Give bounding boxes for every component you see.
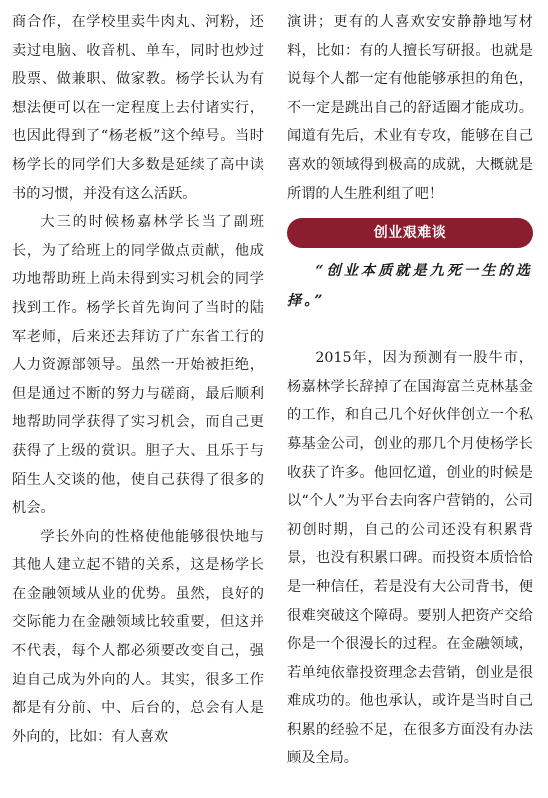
left-paragraph-2: 大三的时候杨嘉林学长当了副班长，为了给班上的同学做点贡献，他成功地帮助班上尚未得到实习机会的同学找到工作。杨学长首先询问了当时的陆军老师，后来还去拜访了广东省工行的人力资源部领导。虽然一开始被拒绝，但是通过不断的努力与磋商，最后顺利地帮助同学获得了实习机会，而自己更获得了上级的赏识。胆子大、且乐于与陌生人交谈的他，使自己获得了很多的机会。 (12, 214, 264, 517)
left-paragraph-3: 学长外向的性格使他能够很快地与其他人建立起不错的关系，这是杨学长在金融领域从业的优势。虽然，良好的交际能力在金融领域比较重要，但这并不代表，每个人都必须要改变自己，强迫自己成为外向的人。其实，很多工作都是有分前、中、后台的，总会有人是外向的，比如：有人喜欢 (12, 528, 264, 745)
right-column (287, 8, 533, 773)
spacer (287, 316, 533, 344)
right-paragraph-1: 演讲；更有的人喜欢安安静静地写材料，比如：有的人擅长写研报。也就是说每个人都一定有他能够承担的角色，不一定是跳出自己的舒适圈才能成功。闻道有先后，术业有专攻，能够在自己喜欢的领域得到极高的成就，大概就是所谓的人生胜利组了吧！ (287, 14, 533, 202)
section-title: 创业艰难谈 (373, 224, 447, 241)
pull-quote: “创业本质就是九死一生的选择。” (287, 263, 533, 310)
left-column (12, 8, 264, 751)
left-paragraph-1: 商合作，在学校里卖牛肉丸、河粉，还卖过电脑、收音机、单车，同时也炒过股票、做兼职、做家教。杨学长认为有想法便可以在一定程度上去付诸实行，也因此得到了“杨老板”这个绰号。当时杨学长的同学们大多数是延续了高中读书的习惯，并没有这么活跃。 (12, 14, 264, 202)
right-paragraph-2: 2015年，因为预测有一股牛市，杨嘉林学长辞掉了在国海富兰克林基金的工作，和自己几个好伙伴创立一个私募基金公司，创业的那几个月使杨学长收获了许多。他回忆道，创业的时候是以“个人”为平台去向客户营销的，公司初创时期，自己的公司还没有积累背景，也没有积累口碑。而投资本质恰恰是一种信任，若是没有大公司背书，便很难突破这个障碍。要别人把资产交给你是一个很漫长的过程。在金融领域，若单纯依靠投资理念去营销，创业是很难成功的。他也承认，或许是当时自己积累的经验不足，在很多方面没有办法顾及全局。 (287, 350, 533, 767)
section-header (287, 218, 533, 248)
